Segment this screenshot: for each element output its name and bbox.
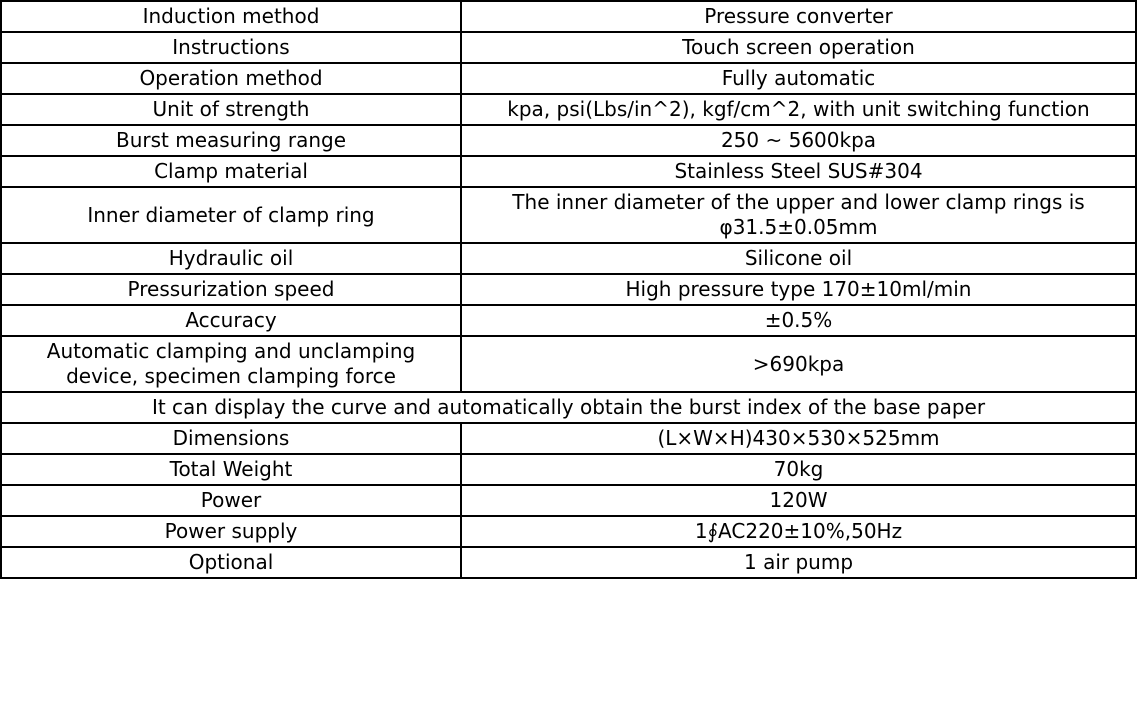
spec-label: Hydraulic oil xyxy=(1,243,461,274)
table-row xyxy=(1,187,1136,243)
spec-value: (L×W×H)430×530×525mm xyxy=(461,423,1136,454)
spec-value: Fully automatic xyxy=(461,63,1136,94)
spec-value: ±0.5% xyxy=(461,305,1136,336)
table-row xyxy=(1,274,1136,305)
table-row xyxy=(1,516,1136,547)
table-row xyxy=(1,336,1136,392)
spec-label: Power xyxy=(1,485,461,516)
table-row xyxy=(1,305,1136,336)
spec-label: Instructions xyxy=(1,32,461,63)
spec-label: Optional xyxy=(1,547,461,578)
table-row xyxy=(1,32,1136,63)
spec-label: Accuracy xyxy=(1,305,461,336)
table-row xyxy=(1,243,1136,274)
spec-label: Burst measuring range xyxy=(1,125,461,156)
spec-label: Pressurization speed xyxy=(1,274,461,305)
specifications-table-body xyxy=(1,1,1136,578)
spec-note: It can display the curve and automatically obtain the burst index of the base paper xyxy=(1,392,1136,423)
spec-value: 250 ~ 5600kpa xyxy=(461,125,1136,156)
spec-label: Unit of strength xyxy=(1,94,461,125)
spec-value: kpa, psi(Lbs/in^2), kgf/cm^2, with unit switching function xyxy=(461,94,1136,125)
spec-value: High pressure type 170±10ml/min xyxy=(461,274,1136,305)
spec-value: The inner diameter of the upper and lower clamp rings is φ31.5±0.05mm xyxy=(461,187,1136,243)
spec-value: Stainless Steel SUS#304 xyxy=(461,156,1136,187)
spec-value: 1 air pump xyxy=(461,547,1136,578)
table-row-full-width xyxy=(1,392,1136,423)
spec-label: Power supply xyxy=(1,516,461,547)
table-row xyxy=(1,454,1136,485)
spec-value: Touch screen operation xyxy=(461,32,1136,63)
spec-value: Pressure converter xyxy=(461,1,1136,32)
spec-value: Silicone oil xyxy=(461,243,1136,274)
table-row xyxy=(1,156,1136,187)
table-row xyxy=(1,547,1136,578)
table-row xyxy=(1,63,1136,94)
spec-value: 1∮AC220±10%,50Hz xyxy=(461,516,1136,547)
spec-label: Dimensions xyxy=(1,423,461,454)
spec-label: Total Weight xyxy=(1,454,461,485)
spec-value: 120W xyxy=(461,485,1136,516)
spec-label: Automatic clamping and unclamping device, specimen clamping force xyxy=(1,336,461,392)
table-row xyxy=(1,125,1136,156)
spec-value: >690kpa xyxy=(461,336,1136,392)
spec-label: Inner diameter of clamp ring xyxy=(1,187,461,243)
table-row xyxy=(1,94,1136,125)
spec-label: Clamp material xyxy=(1,156,461,187)
spec-value: 70kg xyxy=(461,454,1136,485)
spec-label: Operation method xyxy=(1,63,461,94)
table-row xyxy=(1,1,1136,32)
table-row xyxy=(1,423,1136,454)
spec-label: Induction method xyxy=(1,1,461,32)
table-row xyxy=(1,485,1136,516)
